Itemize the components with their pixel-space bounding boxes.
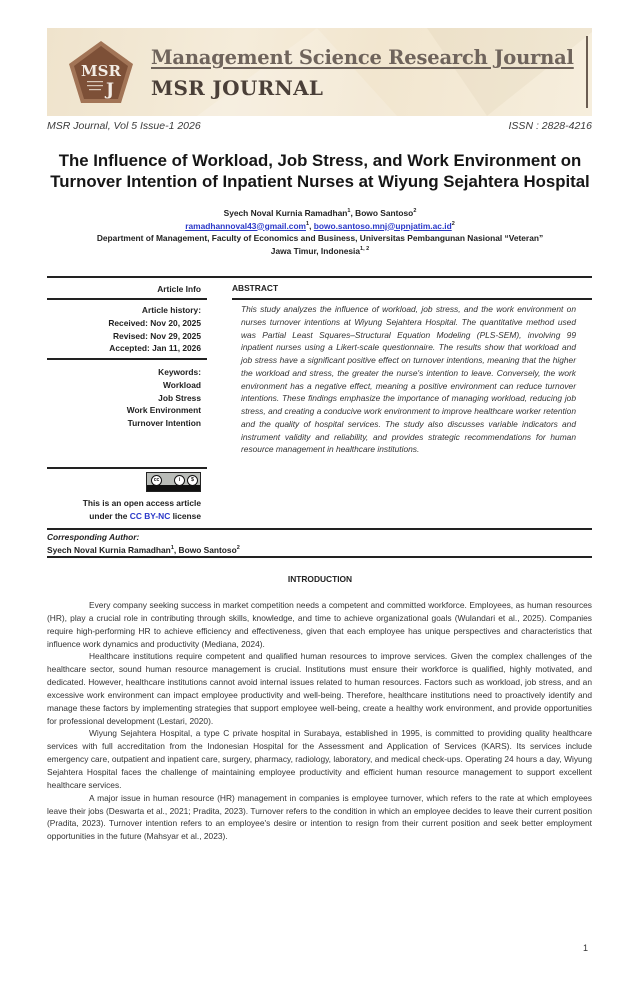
paper-title-line: The Influence of Workload, Job Stress, and Work Environment on: [58, 151, 582, 170]
info-rule: [47, 298, 207, 300]
abstract-text: This study analyzes the influence of workload, job stress, and the work environment on nurses turnover intentions at Wiyung Sejahtera Hospital. The quantitative method used was Partial Least Squares–Structural Equation Modeling (PLS-SEM), involving 99 inpatient nurses using a Likert-scale questionnaire. The results show that workload and job stress have a significant positive effect on turnover intentions, meaning that the higher the workload and stress, the greater the nurse's intention to leave. Conversely, the work environment has a negative effect, meaning a positive environment can reduce turnover intentions. These findings emphasize the importance of managing workload, reducing job stress, and creating a conducive work environment to improve healthcare worker retention and the quality of hospital services. The study also discusses variable indicators and instrument validity and reliability, and provides strategic recommendations for human resource management in healthcare institutions.: [241, 304, 576, 455]
author-name: Syech Noval Kurnia Ramadhan: [223, 208, 348, 218]
nc-icon: $: [187, 475, 198, 486]
paper-title: [40, 150, 600, 192]
email-separator: ,: [309, 220, 314, 231]
author-block: [40, 207, 600, 257]
history-rule: [47, 358, 207, 360]
page-number: 1: [583, 943, 589, 953]
corresponding-rule-bottom: [47, 556, 592, 558]
corresponding-sup: 1: [170, 544, 174, 551]
open-access-text: This is an open access article: [82, 498, 201, 508]
open-access-note: [47, 497, 201, 522]
license-line: [47, 510, 201, 523]
keyword: Job Stress: [158, 392, 201, 403]
table-rule-top: [47, 276, 592, 278]
journal-logo-icon: [68, 40, 134, 106]
license-suffix: license: [170, 510, 201, 521]
corresponding-label: Corresponding Author:: [47, 532, 140, 542]
author-separator: ,: [350, 208, 356, 218]
affiliation-sup: 1, 2: [360, 245, 370, 252]
license-prefix: under the: [89, 510, 130, 521]
corresponding-name: , Bowo Santoso: [173, 544, 237, 555]
banner-facet: [197, 28, 397, 116]
corresponding-names: [47, 544, 240, 557]
journal-name: Management Science Research Journal: [151, 46, 574, 69]
keyword: Work Environment: [126, 405, 201, 416]
svg-text:J: J: [105, 80, 115, 100]
paper-title-line: Turnover Intention of Inpatient Nurses at Wiyung Sejahtera Hospital: [50, 172, 590, 191]
affiliation: Department of Management, Faculty of Economics and Business, Universitas Pembangunan Nasional “Veteran”: [96, 233, 544, 243]
cc-license-badge[interactable]: [146, 472, 201, 492]
article-history: [47, 304, 201, 355]
paragraph: Wiyung Sejahtera Hospital, a type C private hospital in Surabaya, established in 1995, is committed to providing quality healthcare services with full accreditation from the Indonesian Hospital for the Assessment and Application of Services (KARS). Its services include emergency care, outpatient and inpatient care, surgery, pharmacy, radiology, laboratory, and medical check-ups. Operating 24 hours a day, Wiyung Sejahtera Hospital faces the challenge of maintaining employee productivity and efficient human resource management to support excellent healthcare services.: [47, 728, 592, 790]
paragraph: Healthcare institutions require competent and qualified human resources to improve services. Given the complex challenges of the healthcare sector, sound human resource management is crucial. Institutions must ensure their workforce is qualified, highly motivated, and dedicated. However, healthcare institutions cannot avoid internal issues related to human resources. Factors such as workload, job stress, and an excessive work environment can impact employee productivity and well-being. Therefore, healthcare institutions need to proactively identify and manage these factors by implementing strategies that support employee well-being, create a healthy work environment, and provide opportunities for professional development (Lestari, 2020).: [47, 651, 592, 726]
keyword: Turnover Intention: [127, 418, 201, 429]
badge-footer: [147, 485, 200, 491]
received-date: Received: Nov 20, 2025: [108, 317, 201, 328]
paragraph: Every company seeking success in market competition needs a competent and committed workforce. Employees, as human resources (HR), play a crucial role in contributing through skills, knowledge, and time to achieve organizational goals (Wulandari et al., 2025). Companies require high-performing HR to achieve efficiency and effectiveness, given that each employee has unique perspectives and characteristics that influence work dynamics and productivity (Mediana, 2024).: [47, 600, 592, 649]
affiliation-line2: [40, 245, 600, 258]
introduction-body: [47, 599, 592, 843]
email-sup: 2: [451, 220, 455, 227]
issn: ISSN : 2828-4216: [508, 120, 592, 132]
journal-banner: [47, 28, 592, 116]
email-sup: 1: [306, 220, 310, 227]
keywords-label: Keywords:: [158, 367, 201, 377]
cc-icon: cc: [151, 475, 162, 486]
email-link[interactable]: ramadhannoval43@gmail.com: [185, 220, 307, 231]
abstract-rule: [232, 298, 592, 300]
article-info-heading: Article Info: [157, 284, 201, 294]
corresponding-name: Syech Noval Kurnia Ramadhan: [47, 544, 171, 555]
corresponding-rule-top: [47, 528, 592, 530]
issue-citation: MSR Journal, Vol 5 Issue-1 2026: [47, 120, 201, 132]
email-link[interactable]: bowo.santoso.mnj@upnjatim.ac.id: [313, 220, 452, 231]
paragraph: A major issue in human resource (HR) management in companies is employee turnover, which refers to the rate at which employees leave their jobs (Deswarta et al., 2021; Pradita, 2023). Turnover refers to the condition in which an employee decides to leave their current position (Pradita, 2023). Turnover intention refers to an employee's desire or intention to resign from their current position and seek better employment opportunities in the future (Mahsyar et al., 2023).: [47, 792, 592, 842]
history-label: Article history:: [141, 305, 201, 315]
corresponding-author: [47, 531, 240, 556]
introduction-heading: INTRODUCTION: [287, 574, 353, 584]
banner-divider: [586, 36, 588, 108]
affiliation: Jawa Timur, Indonesia: [270, 245, 361, 256]
banner-facet: [427, 28, 592, 116]
author-sup: 1: [347, 208, 351, 215]
license-link[interactable]: CC BY-NC: [129, 510, 171, 521]
author-emails: [40, 220, 600, 233]
revised-date: Revised: Nov 29, 2025: [113, 330, 201, 341]
author-sup: 2: [413, 208, 417, 215]
by-icon: i: [174, 475, 185, 486]
accepted-date: Accepted: Jan 11, 2026: [109, 343, 201, 354]
abstract-heading: ABSTRACT: [232, 283, 279, 293]
keywords-block: [47, 366, 201, 430]
author-name: Bowo Santoso: [355, 208, 414, 218]
keyword: Workload: [162, 379, 201, 390]
license-rule: [47, 467, 207, 469]
svg-text:MSR: MSR: [81, 62, 121, 80]
corresponding-sup: 2: [236, 544, 240, 551]
journal-short-name: MSR JOURNAL: [151, 76, 324, 100]
author-names: [40, 207, 600, 220]
